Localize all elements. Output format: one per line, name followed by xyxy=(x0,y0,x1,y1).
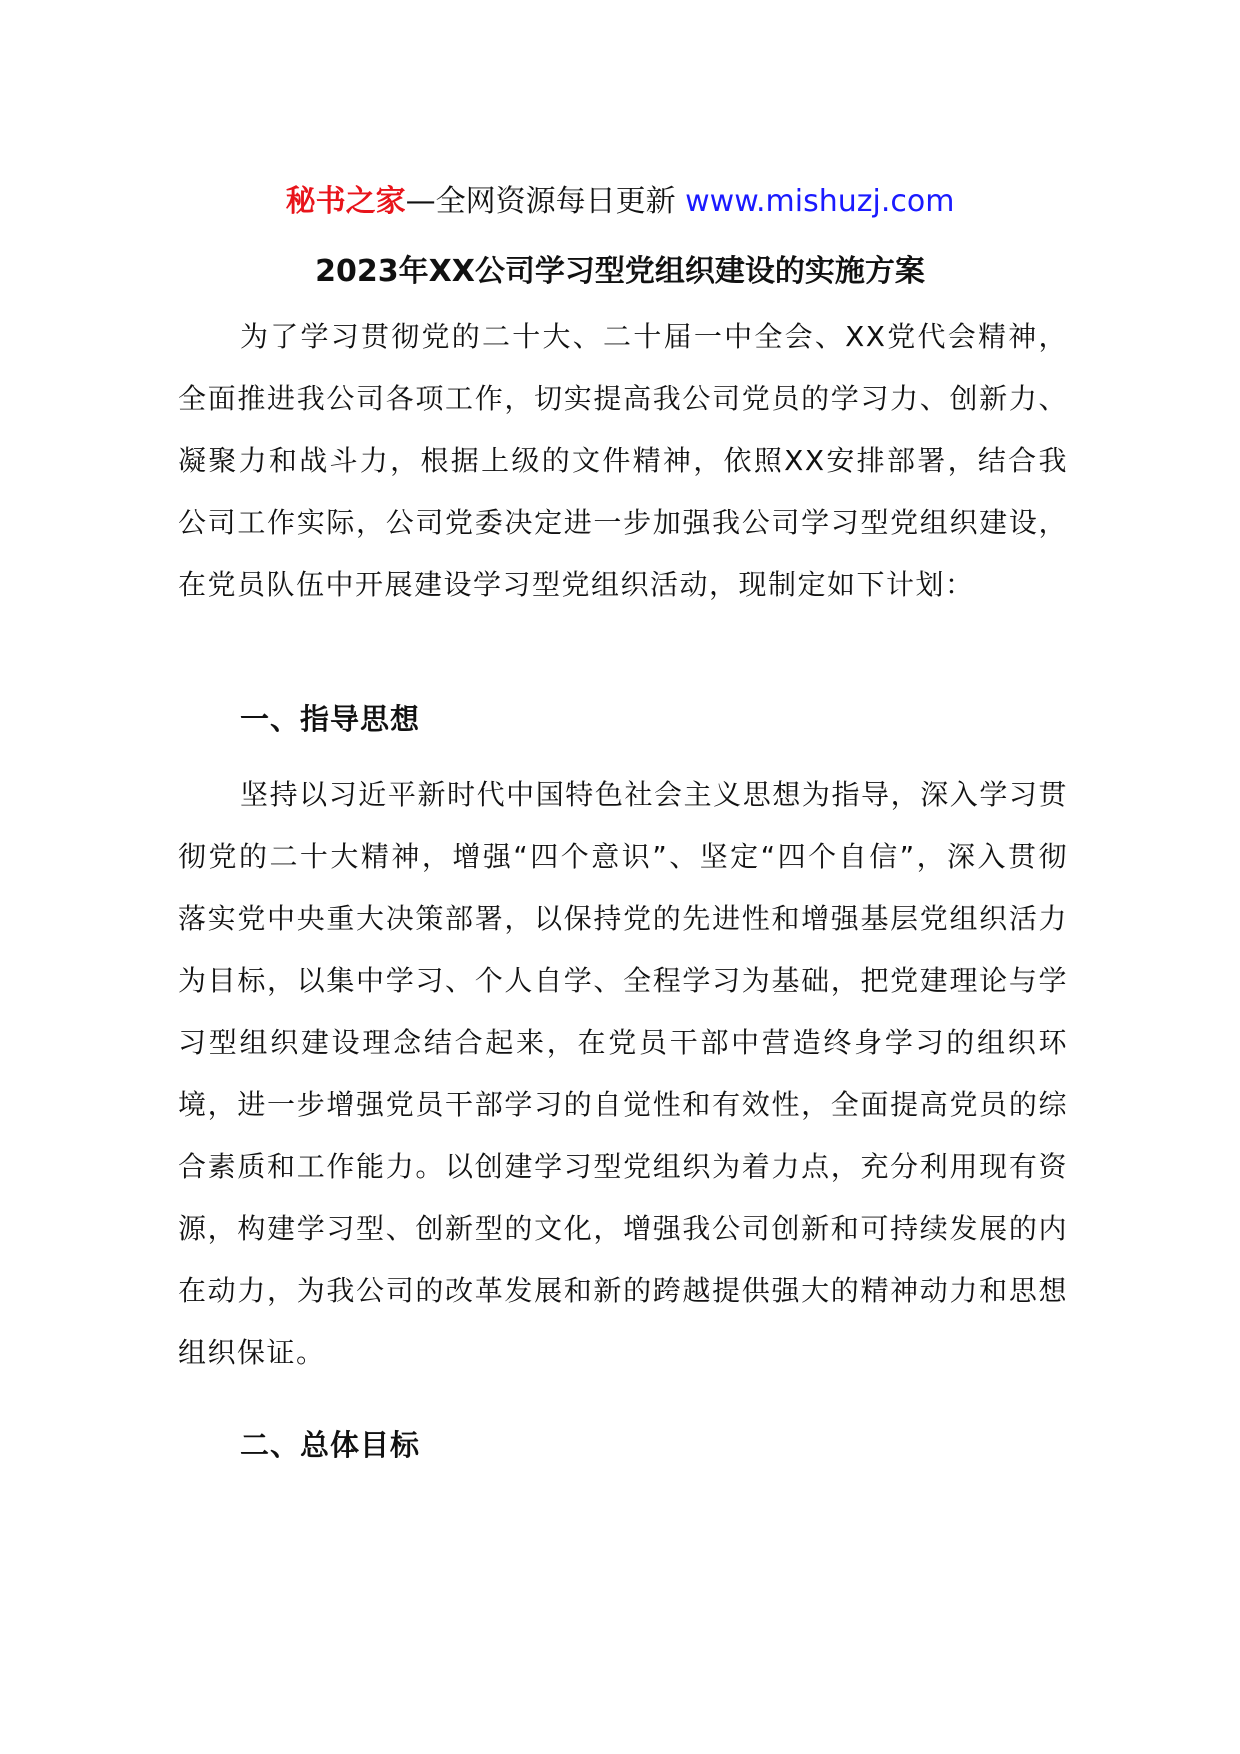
header-tagline: —全网资源每日更新 xyxy=(405,184,686,219)
site-header xyxy=(0,176,1240,228)
intro-paragraph: 为了学习贯彻党的二十大、二十届一中全会、XX党代会精神，全面推进我公司各项工作，切实提高我公司党员的学习力、创新力、凝聚力和战斗力，根据上级的文件精神，依照XX安排部署，结合我公司工作实际，公司党委决定进一步加强我公司学习型党组织建设，在党员队伍中开展建设学习型党组织活动，现制定如下计划： xyxy=(178,320,1068,601)
guiding-ideology-paragraph: 坚持以习近平新时代中国特色社会主义思想为指导，深入学习贯彻党的二十大精神，增强“四个意识”、坚定“四个自信”，深入贯彻落实党中央重大决策部署，以保持党的先进性和增强基层党组织活力为目标，以集中学习、个人自学、全程学习为基础，把党建理论与学习型组织建设理念结合起来，在党员干部中营造终身学习的组织环境，进一步增强党员干部学习的自觉性和有效性，全面提高党员的综合素质和工作能力。以创建学习型党组织为着力点，充分利用现有资源，构建学习型、创新型的文化，增强我公司创新和可持续发展的内在动力，为我公司的改革发展和新的跨越提供强大的精神动力和思想组织保证。 xyxy=(178,778,1068,1369)
brand-name: 秘书之家 xyxy=(285,184,406,219)
site-url-link[interactable]: www.mishuzj.com xyxy=(685,184,955,219)
section-heading-guiding-ideology: 一、指导思想 xyxy=(240,702,421,736)
document-title: 2023年XX公司学习型党组织建设的实施方案 xyxy=(315,254,925,289)
section-heading-overall-goal: 二、总体目标 xyxy=(240,1428,421,1462)
